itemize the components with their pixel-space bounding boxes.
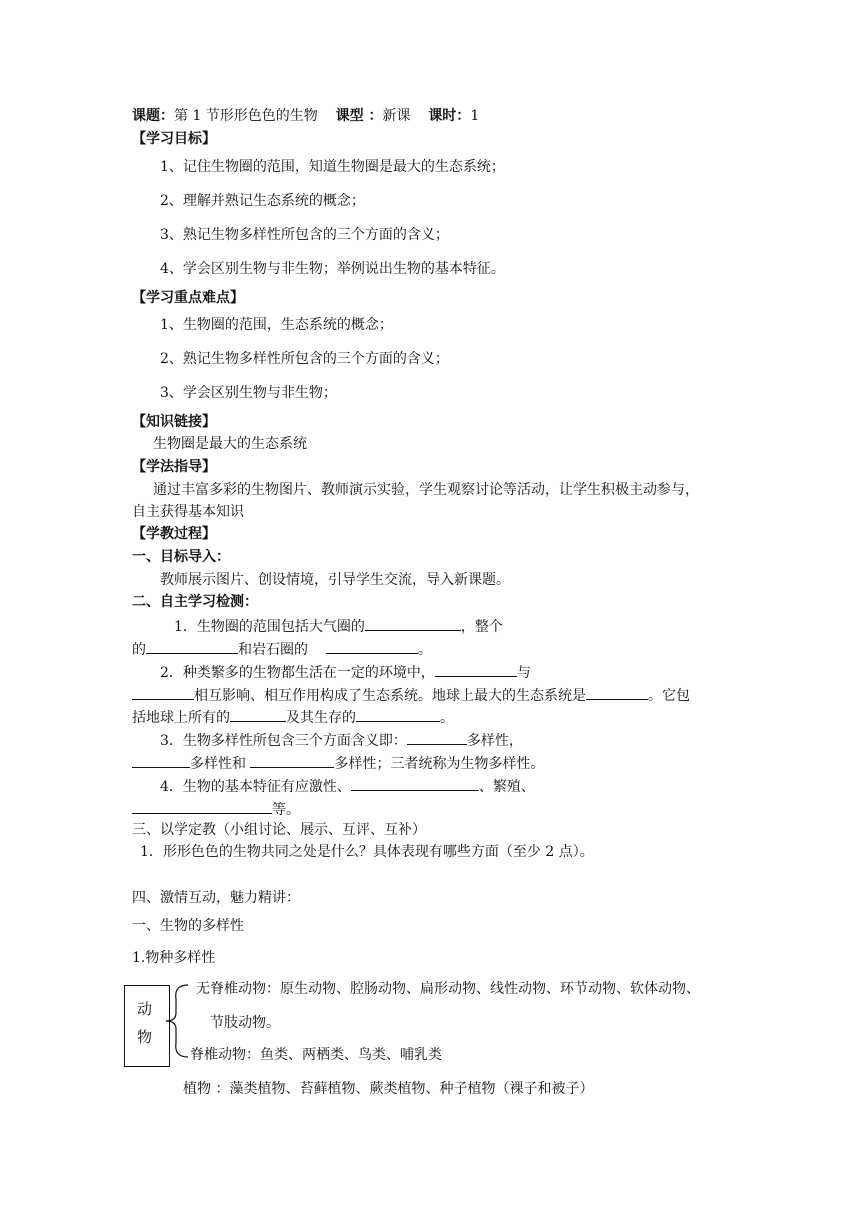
fill-blank[interactable] <box>586 686 648 700</box>
fill-blank[interactable] <box>250 754 334 768</box>
fill-blank[interactable] <box>351 777 479 791</box>
type-value: 新课 <box>382 108 411 124</box>
invertebrates-line1: 无脊椎动物：原生动物、腔肠动物、扁形动物、线性动物、环节动物、软体动物、 <box>196 981 700 997</box>
topic-value: 第 1 节形形色色的生物 <box>174 108 318 124</box>
lesson-header <box>132 108 479 125</box>
keypoint-item: 1、生物圈的范围，生态系统的概念； <box>160 317 393 333</box>
hours-value: 1 <box>470 108 480 124</box>
goal-item: 2、理解并熟记生态系统的概念； <box>160 193 365 209</box>
fill-blank[interactable] <box>356 708 440 722</box>
guide-text-line1: 通过丰富多彩的生物图片、教师演示实验，学生观察讨论等活动，让学生积极主动参与， <box>153 482 699 498</box>
box-char: 物 <box>137 1028 153 1046</box>
question-3-line1: 3．生物多样性所包含三个方面含义即： 多样性， <box>160 733 523 749</box>
question-4-line2: 等。 <box>132 800 300 819</box>
fill-blank[interactable] <box>132 686 194 700</box>
guide-heading: 【学法指导】 <box>132 459 216 475</box>
plants-line: 植物 ：藻类植物、苔藓植物、蕨类植物、种子植物（裸子和被子） <box>183 1081 594 1097</box>
goal-item: 1、记住生物圈的范围，知道生物圈是最大的生态系统； <box>160 159 505 175</box>
fill-blank[interactable] <box>146 640 238 654</box>
fill-blank[interactable] <box>326 640 418 654</box>
goal-item: 4、学会区别生物与非生物；举例说出生物的基本特征。 <box>160 261 505 277</box>
type-label: 课型 ： <box>335 108 383 124</box>
topic-label: 课题： <box>132 108 174 124</box>
process-heading: 【学教过程】 <box>132 526 216 542</box>
fill-blank[interactable] <box>132 800 272 814</box>
keypoint-item: 3、学会区别生物与非生物； <box>160 385 337 401</box>
invertebrates-line2: 节肢动物。 <box>210 1015 280 1031</box>
box-char: 动 <box>137 1000 153 1018</box>
question-3-line2: 多样性和 多样性；三者统称为生物多样性。 <box>132 754 544 773</box>
link-text: 生物圈是最大的生态系统 <box>153 436 307 452</box>
section-2-title: 二、自主学习检测： <box>132 594 258 610</box>
section-3-question: 1．形形色色的生物共同之处是什么？具体表现有哪些方面（至少 2 点）。 <box>140 844 594 860</box>
vertebrates-line: 脊椎动物：鱼类、两栖类、鸟类、哺乳类 <box>190 1047 442 1063</box>
fill-blank[interactable] <box>435 663 517 677</box>
question-1-line2: 的 和岩石圈的 。 <box>132 642 432 658</box>
goal-item: 3、熟记生物多样性所包含的三个方面的含义； <box>160 227 449 243</box>
keypoints-heading: 【学习重点难点】 <box>132 290 244 306</box>
fill-blank[interactable] <box>407 731 467 745</box>
question-4-line1: 4．生物的基本特征有应激性、 、繁殖、 <box>160 779 535 795</box>
hours-label: 课时： <box>428 108 471 124</box>
goals-heading: 【学习目标】 <box>132 131 216 147</box>
question-2-line1: 2．种类繁多的生物都生活在一定的环境中， 与 <box>160 665 531 681</box>
section-1-title: 一、目标导入： <box>132 549 230 565</box>
question-2-line3: 括地球上所有的 及其生存的 。 <box>132 710 454 726</box>
keypoint-item: 2、熟记生物多样性所包含的三个方面的含义； <box>160 351 449 367</box>
section-4-title: 四、激情互动，魅力精讲： <box>132 890 300 906</box>
fill-blank[interactable] <box>132 754 190 768</box>
question-2-line2: 相互影响、相互作用构成了生态系统。地球上最大的生态系统是 。它包 <box>132 686 690 705</box>
section-1-text: 教师展示图片、创设情境，引导学生交流，导入新课题。 <box>160 572 510 588</box>
species-diversity-heading: 1.物种多样性 <box>132 950 216 966</box>
fill-blank[interactable] <box>230 708 286 722</box>
fill-blank[interactable] <box>365 617 461 631</box>
guide-text-line2: 自主获得基本知识 <box>132 504 244 520</box>
link-heading: 【知识链接】 <box>132 414 216 430</box>
section-4-subtitle: 一、生物的多样性 <box>132 918 244 934</box>
question-1-line1: 1．生物圈的范围包括大气圈的 ，整个 <box>174 619 503 635</box>
section-3-title: 三、以学定教（小组讨论、展示、互评、互补） <box>132 822 426 838</box>
